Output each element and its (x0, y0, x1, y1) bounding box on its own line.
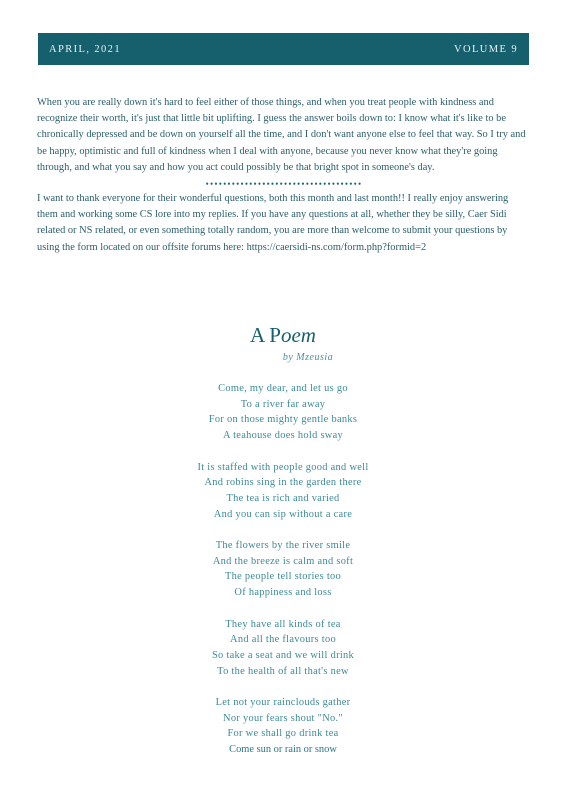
stanza (0, 617, 566, 680)
poem-title-b: oem (280, 323, 316, 347)
poem-title-a: A P (250, 323, 281, 347)
poem-line: So take a seat and we will drink (211, 649, 355, 661)
stanza (0, 538, 566, 601)
poem-line: Nor your fears shout "No." (223, 712, 343, 724)
article-body (37, 95, 531, 256)
poem-line: Come sun or rain or snow (229, 744, 337, 756)
dotted-divider: •••••••••••••••••••••••••••••••••••• (205, 179, 363, 190)
poem-line: A teahouse does hold sway (222, 430, 344, 442)
poem-line: The flowers by the river smile (215, 540, 351, 551)
poem-line: And robins sing in the garden there (204, 477, 362, 489)
poem-line: The people tell stories too (224, 571, 342, 583)
paragraph-1: When you are really down it's hard to feel either of those things, and when you treat people with kindness and recognize their worth, it's just that little bit uplifting. I guess the answer boils down to: I know what it's like to be chronically depressed and be down on yourself all the time, and I don't want anyone else to feel that way. So I try and be happy, optimistic and full of kindness when I deal with anyone, because you never know what they're going through, and what you say and how you act could possibly be that bright spot in someone's day. (37, 97, 526, 173)
poem-line: For we shall go drink tea (227, 728, 339, 740)
poem-title (0, 322, 566, 348)
poem-byline: by Mzeusia (282, 352, 334, 363)
poem-line: To a river far away (240, 398, 326, 410)
paragraph-2: I want to thank everyone for their wonderful questions, both this month and last month!! I really enjoy answering them and working some CS lore into my replies. If you have any questions at all, whether they be silly, Caer Sidi related or NS related, or even something totally random, you are more than welcome to submit your questions by using the form located on our offsite forums here: https://caersidi-ns.com/form.php?formid=2 (37, 193, 509, 253)
poem-line: They have all kinds of tea (225, 618, 341, 630)
poem-line: And all the flavours too (230, 634, 336, 646)
poem-line: The tea is rich and varied (226, 492, 340, 504)
poem-line: For on those mighty gentle banks (208, 414, 358, 426)
stanza (0, 381, 566, 444)
stanza (0, 460, 566, 523)
poem-line: Of happiness and loss (234, 587, 332, 599)
poem-line: And the breeze is calm and soft (212, 555, 354, 567)
stanza (0, 695, 566, 758)
volume-label: VOLUME 9 (454, 43, 518, 55)
poem-line: Come, my dear, and let us go (218, 383, 348, 394)
poem-line: To the health of all that's new (217, 665, 349, 677)
poem-line: It is staffed with people good and well (197, 461, 369, 473)
poem-line: Let not your rainclouds gather (215, 697, 351, 708)
header-bar (38, 33, 529, 65)
issue-date: APRIL, 2021 (49, 43, 121, 55)
poem-body (0, 381, 566, 758)
poem-line: And you can sip without a care (213, 508, 353, 520)
